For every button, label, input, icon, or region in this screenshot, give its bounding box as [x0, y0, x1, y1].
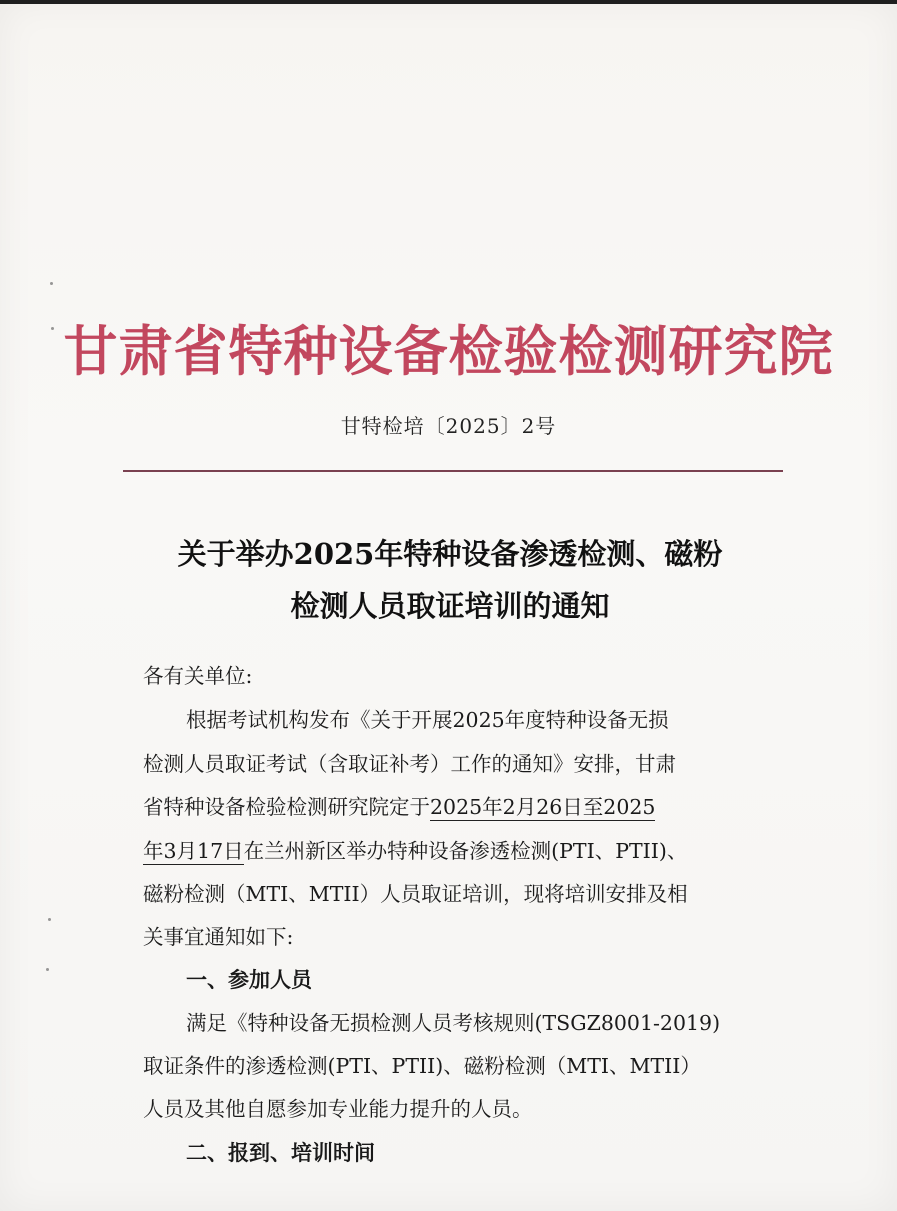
training-start-date: 2025年2月26日至2025 [430, 795, 656, 819]
scan-top-edge [0, 0, 897, 4]
section-1-line-1: 满足《特种设备无损检测人员考核规则(TSGZ8001-2019) [186, 1011, 721, 1035]
paragraph-1-line-4 [143, 837, 687, 865]
paragraph-1-line-3-prefix: 省特种设备检验检测研究院定于 [143, 795, 430, 819]
section-1-line-2: 取证条件的渗透检测(PTI、PTII)、磁粉检测（MTI、MTII） [143, 1054, 701, 1078]
salutation: 各有关单位: [143, 664, 253, 688]
paragraph-1-line-2: 检测人员取证考试（含取证补考）工作的通知》安排，甘肃 [143, 752, 676, 776]
scan-speck [48, 918, 51, 921]
notice-title-line-1: 关于举办2025年特种设备渗透检测、磁粉 [177, 537, 723, 571]
section-2-heading: 二、报到、培训时间 [186, 1141, 375, 1165]
scan-speck [50, 282, 53, 285]
paragraph-1-line-3 [143, 793, 655, 821]
document-number: 甘特检培〔2025〕2号 [340, 414, 557, 438]
paragraph-1-line-4-suffix: 在兰州新区举办特种设备渗透检测(PTI、PTII)、 [243, 839, 688, 863]
paragraph-1-line-6: 关事宜通知如下: [143, 925, 294, 949]
paragraph-1-line-1: 根据考试机构发布《关于开展2025年度特种设备无损 [186, 708, 669, 732]
header-divider [123, 470, 783, 472]
training-end-date: 年3月17日 [143, 839, 244, 863]
paragraph-1-line-5: 磁粉检测（MTI、MTII）人员取证培训，现将培训安排及相 [143, 882, 688, 906]
organization-title: 甘肃省特种设备检验检测研究院 [63, 320, 834, 383]
section-1-line-3: 人员及其他自愿参加专业能力提升的人员。 [143, 1097, 533, 1121]
scan-speck [46, 968, 49, 971]
notice-title-line-2: 检测人员取证培训的通知 [290, 589, 610, 623]
notice-title [110, 528, 790, 632]
section-1-heading: 一、参加人员 [186, 968, 312, 992]
